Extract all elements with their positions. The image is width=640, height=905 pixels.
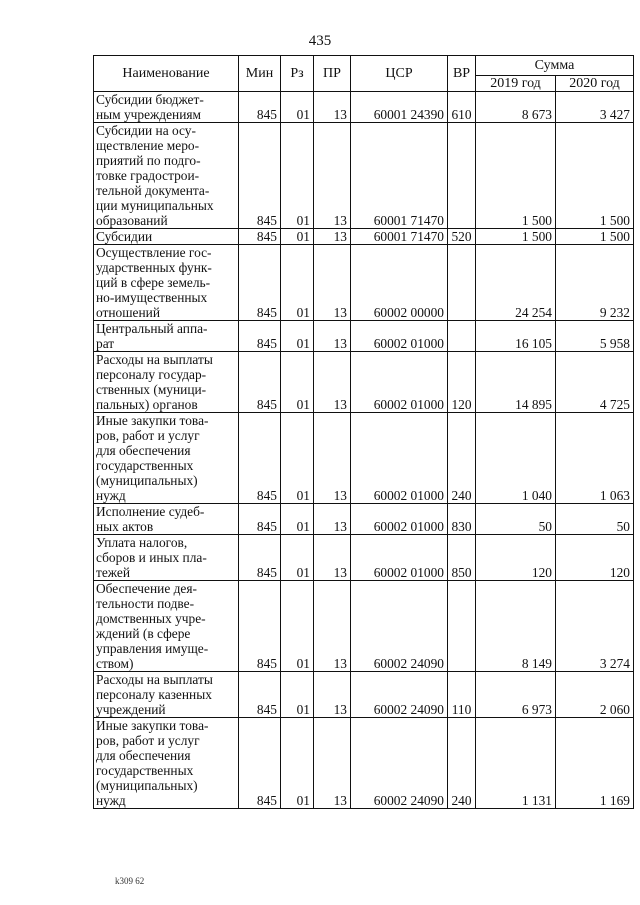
row-csr-cell: 60001 24390 [351, 92, 448, 123]
row-name-cell: Субсидии бюджет- ным учреждениям [94, 92, 239, 123]
row-min-cell: 845 [239, 352, 281, 413]
header-csr: ЦСР [351, 56, 448, 92]
row-2019-cell: 6 973 [476, 672, 556, 718]
table-row [94, 672, 634, 718]
row-rz-cell: 01 [281, 352, 314, 413]
budget-table [93, 55, 634, 809]
row-pr-cell: 13 [314, 123, 351, 229]
row-2020-cell: 1 063 [556, 413, 634, 504]
row-2019-cell: 8 149 [476, 581, 556, 672]
row-2020-cell: 120 [556, 535, 634, 581]
row-name-cell: Расходы на выплаты персоналу казенных учреждений [94, 672, 239, 718]
row-csr-cell: 60002 24090 [351, 718, 448, 809]
row-rz-cell: 01 [281, 245, 314, 321]
row-min-cell: 845 [239, 92, 281, 123]
row-pr-cell: 13 [314, 672, 351, 718]
row-min-cell: 845 [239, 535, 281, 581]
row-rz-cell: 01 [281, 413, 314, 504]
row-2020-cell: 5 958 [556, 321, 634, 352]
table-row [94, 504, 634, 535]
row-rz-cell: 01 [281, 321, 314, 352]
row-pr-cell: 13 [314, 581, 351, 672]
row-name-cell: Исполнение судеб- ных актов [94, 504, 239, 535]
row-vr-cell [448, 123, 476, 229]
page-number: 435 [308, 33, 332, 49]
row-min-cell: 845 [239, 229, 281, 245]
row-rz-cell: 01 [281, 718, 314, 809]
row-csr-cell: 60002 01000 [351, 352, 448, 413]
row-name-cell: Осуществление гос- ударственных функ- ций в сфере земель- но-имущественных отношений [94, 245, 239, 321]
row-pr-cell: 13 [314, 718, 351, 809]
row-vr-cell: 850 [448, 535, 476, 581]
row-min-cell: 845 [239, 123, 281, 229]
row-pr-cell: 13 [314, 321, 351, 352]
row-2020-cell: 4 725 [556, 352, 634, 413]
row-2020-cell: 1 500 [556, 123, 634, 229]
table-row [94, 321, 634, 352]
row-vr-cell: 240 [448, 718, 476, 809]
table-row [94, 718, 634, 809]
row-2020-cell: 1 169 [556, 718, 634, 809]
row-pr-cell: 13 [314, 352, 351, 413]
row-2019-cell: 120 [476, 535, 556, 581]
table-row [94, 245, 634, 321]
row-2020-cell: 9 232 [556, 245, 634, 321]
row-csr-cell: 60002 00000 [351, 245, 448, 321]
table-row [94, 123, 634, 229]
row-rz-cell: 01 [281, 504, 314, 535]
row-vr-cell [448, 245, 476, 321]
row-vr-cell: 520 [448, 229, 476, 245]
row-min-cell: 845 [239, 581, 281, 672]
header-vr: ВР [448, 56, 476, 92]
row-2019-cell: 1 500 [476, 123, 556, 229]
header-name: Наименование [94, 56, 239, 92]
row-2019-cell: 1 500 [476, 229, 556, 245]
row-pr-cell: 13 [314, 92, 351, 123]
table-body [94, 92, 634, 809]
row-vr-cell: 830 [448, 504, 476, 535]
row-csr-cell: 60002 24090 [351, 581, 448, 672]
row-2020-cell: 50 [556, 504, 634, 535]
row-name-cell: Иные закупки това- ров, работ и услуг для обеспечения государственных (муниципальных) нужд [94, 718, 239, 809]
row-min-cell: 845 [239, 718, 281, 809]
row-name-cell: Уплата налогов, сборов и иных пла- тежей [94, 535, 239, 581]
row-2020-cell: 1 500 [556, 229, 634, 245]
row-pr-cell: 13 [314, 413, 351, 504]
row-name-cell: Расходы на выплаты персоналу государ- ственных (муници- пальных) органов [94, 352, 239, 413]
row-pr-cell: 13 [314, 229, 351, 245]
row-name-cell: Субсидии [94, 229, 239, 245]
row-vr-cell [448, 581, 476, 672]
header-2020: 2020 год [556, 76, 634, 92]
row-pr-cell: 13 [314, 535, 351, 581]
header-rz: Рз [281, 56, 314, 92]
row-rz-cell: 01 [281, 535, 314, 581]
header-min: Мин [239, 56, 281, 92]
row-rz-cell: 01 [281, 123, 314, 229]
row-2020-cell: 2 060 [556, 672, 634, 718]
row-vr-cell: 110 [448, 672, 476, 718]
row-csr-cell: 60001 71470 [351, 229, 448, 245]
row-name-cell: Иные закупки това- ров, работ и услуг для обеспечения государственных (муниципальных) нужд [94, 413, 239, 504]
row-2019-cell: 16 105 [476, 321, 556, 352]
row-2019-cell: 50 [476, 504, 556, 535]
row-name-cell: Центральный аппа- рат [94, 321, 239, 352]
row-csr-cell: 60002 01000 [351, 535, 448, 581]
row-2019-cell: 24 254 [476, 245, 556, 321]
row-2019-cell: 8 673 [476, 92, 556, 123]
row-vr-cell [448, 321, 476, 352]
row-pr-cell: 13 [314, 245, 351, 321]
row-2020-cell: 3 427 [556, 92, 634, 123]
row-name-cell: Обеспечение дея- тельности подве- домственных учре- ждений (в сфере управления имуще- ством) [94, 581, 239, 672]
row-2020-cell: 3 274 [556, 581, 634, 672]
footer-code: k309 62 [115, 876, 145, 886]
row-csr-cell: 60002 24090 [351, 672, 448, 718]
row-vr-cell: 240 [448, 413, 476, 504]
row-pr-cell: 13 [314, 504, 351, 535]
header-2019: 2019 год [476, 76, 556, 92]
row-vr-cell: 610 [448, 92, 476, 123]
row-csr-cell: 60002 01000 [351, 413, 448, 504]
table-row [94, 229, 634, 245]
table-row [94, 92, 634, 123]
row-2019-cell: 1 040 [476, 413, 556, 504]
row-min-cell: 845 [239, 672, 281, 718]
header-sum: Сумма [476, 56, 634, 76]
table-row [94, 535, 634, 581]
table-row [94, 581, 634, 672]
row-min-cell: 845 [239, 245, 281, 321]
table-row [94, 352, 634, 413]
row-vr-cell: 120 [448, 352, 476, 413]
row-min-cell: 845 [239, 413, 281, 504]
row-rz-cell: 01 [281, 581, 314, 672]
row-rz-cell: 01 [281, 229, 314, 245]
row-csr-cell: 60002 01000 [351, 504, 448, 535]
row-rz-cell: 01 [281, 672, 314, 718]
row-csr-cell: 60002 01000 [351, 321, 448, 352]
row-2019-cell: 14 895 [476, 352, 556, 413]
row-2019-cell: 1 131 [476, 718, 556, 809]
table-row [94, 413, 634, 504]
header-pr: ПР [314, 56, 351, 92]
row-min-cell: 845 [239, 504, 281, 535]
row-min-cell: 845 [239, 321, 281, 352]
row-rz-cell: 01 [281, 92, 314, 123]
row-csr-cell: 60001 71470 [351, 123, 448, 229]
row-name-cell: Субсидии на осу- ществление меро- приятий по подго- товке градострои- тельной документа- ции муниципальных образований [94, 123, 239, 229]
